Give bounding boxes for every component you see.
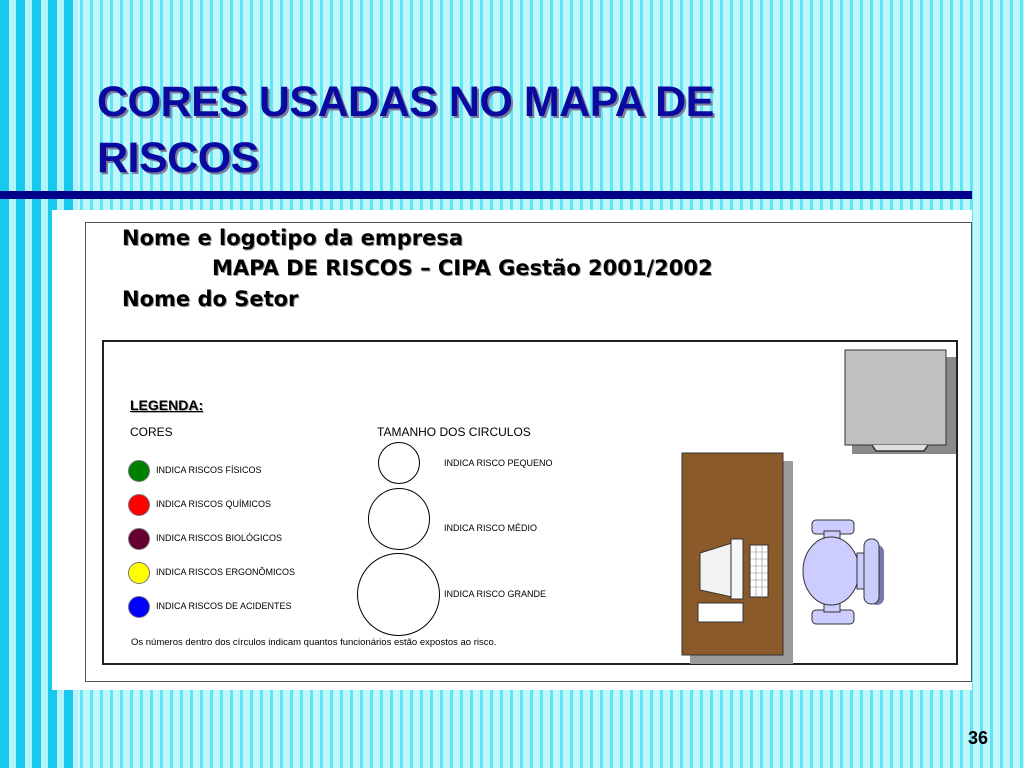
legend-size-label: INDICA RISCO PEQUENO xyxy=(444,458,553,468)
legend-color-label: INDICA RISCOS ERGONÔMICOS xyxy=(156,567,296,577)
legend-note: Os números dentro dos círculos indicam quantos funcionários estão expostos ao risco. xyxy=(131,637,497,648)
cabinet-icon xyxy=(845,350,956,454)
slide-title-line-2: RISCOS xyxy=(97,134,259,182)
legend-color-label: INDICA RISCOS DE ACIDENTES xyxy=(156,601,292,611)
map-title-label: MAPA DE RISCOS – CIPA Gestão 2001/2002 xyxy=(212,256,713,280)
legend-size-label: INDICA RISCO MÉDIO xyxy=(444,523,538,533)
legend-color-label: INDICA RISCOS BIOLÓGICOS xyxy=(156,533,283,543)
sector-name-label: Nome do Setor xyxy=(122,287,299,311)
company-name-label: Nome e logotipo da empresa xyxy=(122,226,464,250)
legend-heading: LEGENDA: xyxy=(130,397,204,413)
chair-icon xyxy=(803,520,884,624)
legend-color-label: INDICA RISCOS QUÍMICOS xyxy=(156,499,272,509)
slide-title-line-1: CORES USADAS NO MAPA DE xyxy=(97,78,714,126)
sizes-heading: TAMANHO DOS CIRCULOS xyxy=(377,425,531,439)
legend-color-label: INDICA RISCOS FÍSICOS xyxy=(156,465,262,475)
page-number: 36 xyxy=(967,728,988,748)
colors-heading: CORES xyxy=(130,425,173,439)
legend-size-label: INDICA RISCO GRANDE xyxy=(444,589,547,599)
